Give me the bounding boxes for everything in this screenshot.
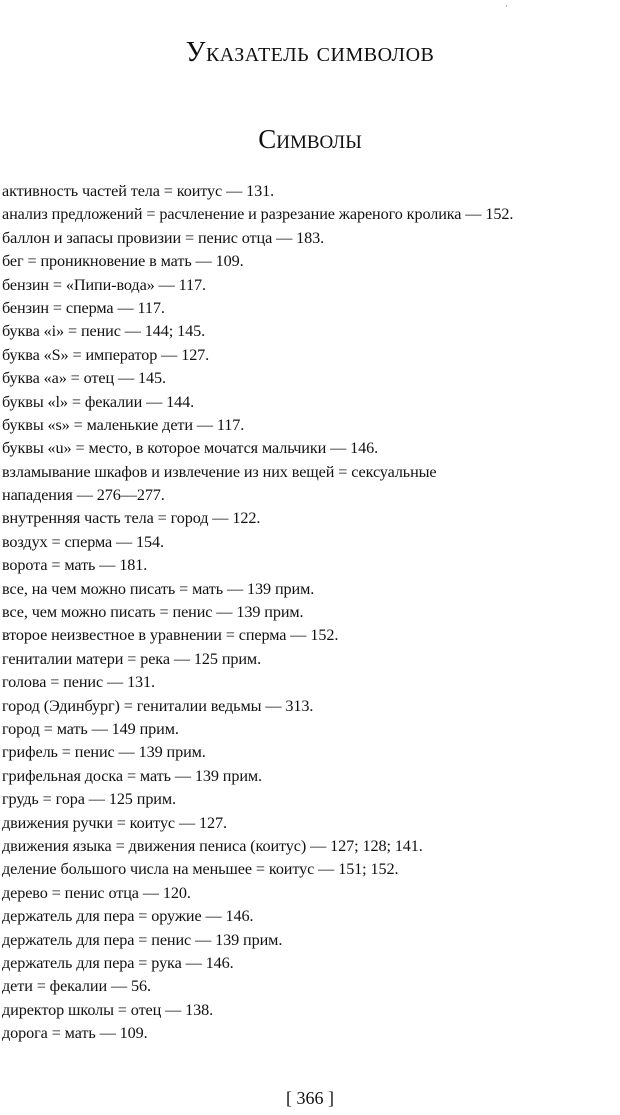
index-entry: дорога = мать — 109. bbox=[2, 1024, 148, 1043]
index-entry: город = мать — 149 прим. bbox=[2, 719, 179, 738]
top-mark: · bbox=[505, 2, 508, 11]
index-entry: голова = пенис — 131. bbox=[2, 673, 155, 692]
index-entry: бег = проникновение в мать — 109. bbox=[2, 252, 244, 271]
symbol-index-list bbox=[2, 180, 618, 1045]
index-entry: держатель для пера = оружие — 146. bbox=[2, 907, 254, 926]
page-number: [ 366 ] bbox=[286, 1088, 334, 1108]
index-entry-continuation: нападения — 276—277. bbox=[2, 486, 165, 505]
index-entry: держатель для пера = рука — 146. bbox=[2, 953, 234, 972]
index-entry: грудь = гора — 125 прим. bbox=[2, 790, 176, 809]
index-entry: движения языка = движения пениса (коитус) — 127; 128; 141. bbox=[2, 836, 423, 855]
index-entry: деление большого числа на меньшее = коитус — 151; 152. bbox=[2, 860, 399, 879]
index-entry: грифельная доска = мать — 139 прим. bbox=[2, 766, 262, 785]
index-entry: баллон и запасы провизии = пенис отца — 183. bbox=[2, 228, 325, 247]
index-entry: директор школы = отец — 138. bbox=[2, 1000, 214, 1019]
index-entry: все, на чем можно писать = мать — 139 прим. bbox=[2, 579, 315, 598]
index-entry: движения ручки = коитус — 127. bbox=[2, 813, 227, 832]
index-entry: грифель = пенис — 139 прим. bbox=[2, 743, 206, 762]
index-entry: буква «i» = пенис — 144; 145. bbox=[2, 322, 206, 341]
index-entry: второе неизвестное в уравнении = сперма — 152. bbox=[2, 626, 339, 645]
index-entry: ворота = мать — 181. bbox=[2, 556, 148, 575]
index-entry: гениталии матери = река — 125 прим. bbox=[2, 649, 262, 668]
index-entry: буквы «l» = фекалии — 144. bbox=[2, 392, 195, 411]
index-entry: дети = фекалии — 56. bbox=[2, 977, 151, 996]
index-entry: буква «S» = император — 127. bbox=[2, 345, 210, 364]
index-entry: город (Эдинбург) = гениталии ведьмы — 313. bbox=[2, 696, 314, 715]
index-entry: воздух = сперма — 154. bbox=[2, 532, 164, 551]
index-entry: все, чем можно писать = пенис — 139 прим. bbox=[2, 603, 304, 622]
index-entry: буквы «s» = маленькие дети — 117. bbox=[2, 415, 245, 434]
index-title: Указатель символов bbox=[185, 37, 435, 68]
index-entry: активность частей тела = коитус — 131. bbox=[2, 182, 275, 200]
index-entry: дерево = пенис отца — 120. bbox=[2, 883, 191, 902]
index-entry: внутренняя часть тела = город — 122. bbox=[2, 509, 261, 528]
index-entry: анализ предложений = расчленение и разрезание жареного кролика — 152. bbox=[2, 205, 514, 224]
section-title: Символы bbox=[258, 124, 362, 154]
index-entry: буквы «u» = место, в которое мочатся мальчики — 146. bbox=[2, 439, 379, 458]
index-entry: бензин = сперма — 117. bbox=[2, 298, 165, 317]
index-entry: взламывание шкафов и извлечение из них вещей = сексуальные bbox=[2, 462, 437, 481]
index-entry: бензин = «Пипи-вода» — 117. bbox=[2, 275, 206, 294]
index-entry: буква «а» = отец — 145. bbox=[2, 369, 166, 388]
index-entry: держатель для пера = пенис — 139 прим. bbox=[2, 930, 283, 949]
